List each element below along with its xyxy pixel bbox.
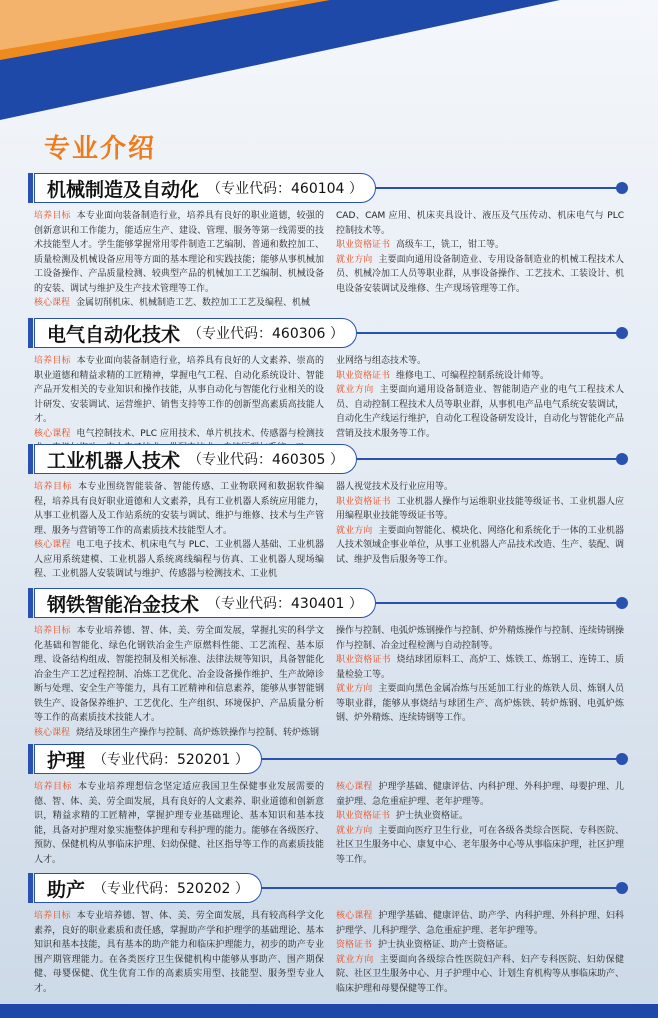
field-text: 工业机器人操作与运维职业技能等级证书、工业机器人应用编程职业技能等级证书等。 [336,496,624,521]
field-text: 电气控制技术、PLC 应用技术、单片机技术、传感器与检测技 [76,428,324,439]
major-header [34,744,624,774]
field-text: 主要面向通用设备制造业、智能制造产业的电气工程技术人员、自动控制工程技术人员等职业群，从事机电产品电气系统安装调试，自动化生产线运行维护，自动化工程设备研发设计，自动化与智能化产品营销及技术服务等工作。 [336,385,625,439]
major-code: （专业代码：460306 ） [188,326,344,342]
major-section [34,318,624,456]
header-accent-bar [28,588,33,618]
field-label: 核心课程 [34,727,71,738]
field-text: 操作与控制、电弧炉炼钢操作与控制、炉外精炼操作与控制、连续铸钢操作与控制、冶金过程检测与自动控制等。 [336,626,625,651]
field-text: 本专业围绕智能装备、智能传感、工业物联网和数据软件编程，培养具有良好职业道德和人文素养，具有工业机器人系统应用能力，从事工业机器人及工作站系统的安装与调试、维护与维修、技术与生产管理、服务与营销等工作的高素质技术技能型人才。 [34,482,324,536]
header-rule-dot [616,453,628,465]
major-title-box [34,444,357,474]
field-text: 本专业培养德、智、体、美、劳全面发展，具有较高科学文化素养，良好的职业素质和责任感，掌握助产学和护理学的基础理论、基本知识和基本技能，具有基本的助产能力和临床护理能力，初步的助产专业围产期管理能力。在各类医疗卫生保健机构中能够从事助产、围产期保健、母婴保健、优生优育工作的高素质实用型、技能型、服务型专业人才。 [34,911,324,994]
paragraph [336,624,624,653]
major-section [34,873,624,996]
major-body [34,909,624,996]
paragraph [336,253,624,297]
paragraph [336,953,624,997]
paragraph [336,480,624,495]
paragraph [336,495,624,524]
major-code: （专业代码：520201 ） [93,752,249,768]
paragraph [336,909,624,938]
field-label: 职业资格证书 [336,496,391,507]
field-text: 维修电工、可编程控制系统设计师等。 [396,370,550,381]
paragraph [336,780,624,809]
field-text: 业网络与组态技术等。 [336,356,427,366]
field-text: 主要面向通用设备制造业、专用设备制造业的机械工程技术人员、机械冷加工人员等职业群，从事设备操作、工艺技术、工装设计、机电设备安装调试及维修、生产现场管理等工作。 [336,254,625,294]
major-section [34,588,624,740]
field-label: 职业资格证书 [336,240,391,250]
field-label: 就业方向 [336,385,374,395]
field-text: 本专业面向装备制造行业，培养具有良好的职业道德，较强的创新意识和工作能力，能适应生产、建设、管理、服务等第一线需要的技术技能型人才。学生能够掌握常用零件制造工艺编制、普通和数控加工、质量检测及机械设备应用等方面的基本理论和实践技能；能够从事机械加工设备操作、产品质量检测、较典型产品的机械加工工艺编制、机械设备的安装、调试与维护及生产技术管理等工作。 [34,211,324,294]
major-name: 助产 [47,878,86,901]
field-label: 就业方向 [336,525,373,536]
header-accent-bar [28,173,33,203]
major-header [34,588,624,618]
field-text: 主要面向黑色金属冶炼与压延加工行业的炼铁人员、炼钢人员等职业群，能够从事烧结与球团生产、高炉炼铁、转炉炼钢、电弧炉炼钢、炉外精炼、连续铸钢等工作。 [336,684,624,723]
field-label: 核心课程 [336,911,373,921]
page-title: 专业介绍 [44,134,157,164]
field-label: 培养目标 [34,911,71,921]
major-title-box [34,873,262,903]
major-section [34,444,624,582]
field-text: 护理学基础、健康评估、内科护理、外科护理、母婴护理、儿童护理、急危重症护理、老年护理等。 [336,782,624,807]
left-column [34,780,324,867]
right-column [336,909,624,996]
left-column [34,209,324,311]
header-rule-dot [616,182,628,194]
major-title-box [34,318,357,348]
paragraph [336,354,624,369]
field-text: CAD、CAM 应用、机床夹具设计、液压及气压传动、机床电气与 PLC 控制技术等。 [336,211,624,236]
paragraph [34,538,324,582]
right-column [336,354,624,456]
paragraph [336,653,624,682]
major-code: （专业代码：460305 ） [188,452,344,468]
field-label: 培养目标 [34,356,71,366]
field-label: 职业资格证书 [336,370,391,381]
major-body [34,480,624,582]
paragraph [34,624,324,726]
header-accent-bar [28,744,33,774]
paragraph [34,780,324,867]
left-column [34,354,324,456]
field-label: 培养目标 [34,782,72,792]
header-accent-bar [28,318,33,348]
major-header [34,444,624,474]
field-text: 器人视觉技术及行业应用等。 [336,482,454,492]
major-body [34,354,624,456]
footer-bar [0,1004,658,1018]
field-label: 核心课程 [34,298,71,308]
field-label: 核心课程 [34,428,71,439]
field-text: 烧结及球团生产操作与控制、高炉炼铁操作与控制、转炉炼钢 [76,727,320,738]
field-text: 烧结球团原料工、高炉工、炼铁工、炼钢工、连铸工、质量检验工等。 [336,655,624,680]
left-column [34,624,324,740]
paragraph [34,480,324,538]
major-code: （专业代码：520202 ） [93,881,249,897]
field-text: 主要面向智能化、模块化、网络化和系统化于一体的工业机器人技术领域企事业单位，从事工业机器人产品技术改造、生产、装配、调试、维护及售后服务等工作。 [336,525,625,565]
major-body [34,780,624,867]
major-header [34,318,624,348]
field-text: 本专业面向装备制造行业，培养具有良好的人文素养、崇高的职业道德和精益求精的工匠精神，掌握电气工程、自动化系统设计、智能产品开发相关的专业知识和操作技能，从事自动化与智能化行业相关的设计研发、安装调试、运营维护、销售支持等工作的创新型高素质高技能人才。 [34,356,324,424]
paragraph [336,524,624,568]
left-column [34,909,324,996]
field-text: 护理学基础、健康评估、助产学、内科护理、外科护理、妇科护理学、儿科护理学、急危重症护理、老年护理等。 [336,911,624,936]
paragraph [34,726,324,741]
major-body [34,624,624,740]
major-header [34,873,624,903]
field-text: 本专业培养德、智、体、美、劳全面发展，掌握扎实的科学文化基础和智能化、绿色化钢铁冶金生产原燃料性能、工艺流程、基本原理、设备结构组成、智能控制及相关标准、法律法规等知识，具备智能化冶金生产工艺过程控制、冶炼工艺优化、冶金设备操作维护、生产故障诊断与处理、安全生产等能力，具有工匠精神和信息素养，能够从事智能钢铁生产、设备保养维护、工艺优化、生产组织、环境保护、产品质量分析等工作的高素质技术技能人才。 [34,626,324,723]
field-label: 培养目标 [34,482,72,492]
paragraph [336,238,624,253]
field-text: 主要面向医疗卫生行业，可在各级各类综合医院、专科医院、社区卫生服务中心、康复中心、老年服务中心等从事临床护理，社区护理等工作。 [336,825,625,865]
paragraph [336,938,624,953]
field-label: 资格证书 [336,940,373,950]
header-rule-dot [616,753,628,765]
major-code: （专业代码：430401 ） [207,596,363,612]
major-title-box [34,588,376,618]
right-column [336,780,624,867]
header-accent-bar [28,444,33,474]
major-code: （专业代码：460104 ） [207,181,363,197]
major-name: 工业机器人技术 [47,449,181,472]
major-name: 钢铁智能冶金技术 [47,593,200,616]
paragraph [336,809,624,824]
paragraph [34,354,324,427]
major-name: 机械制造及自动化 [47,178,200,201]
paragraph [336,209,624,238]
field-text: 金属切削机床、机械制造工艺、数控加工工艺及编程、机械 [76,298,311,308]
field-label: 核心课程 [34,540,71,550]
header-rule-dot [616,597,628,609]
field-label: 就业方向 [336,254,373,265]
right-column [336,480,624,582]
paragraph [34,909,324,996]
major-section [34,173,624,311]
field-label: 就业方向 [336,954,374,965]
paragraph [336,824,624,868]
header-rule-dot [616,327,628,339]
paragraph [336,369,624,384]
left-column [34,480,324,582]
paragraph [34,296,324,311]
field-label: 职业资格证书 [336,811,391,821]
field-label: 就业方向 [336,825,373,836]
major-title-box [34,173,376,203]
major-title-box [34,744,262,774]
field-label: 就业方向 [336,684,373,694]
paragraph [336,383,624,441]
field-label: 培养目标 [34,626,71,636]
right-column [336,624,624,740]
header-accent-bar [28,873,33,903]
field-text: 护士执业资格证、助产士资格证。 [378,940,514,950]
right-column [336,209,624,311]
major-section [34,744,624,867]
field-label: 职业资格证书 [336,655,391,665]
field-text: 护士执业资格证。 [396,811,469,821]
paragraph [34,209,324,296]
major-name: 护理 [47,749,86,772]
paragraph [336,682,624,726]
major-name: 电气自动化技术 [47,323,181,346]
field-text: 电工电子技术、机床电气与 PLC、工业机器人基础、工业机器人应用系统建模、工业机器人系统离线编程与仿真、工业机器人现场编程、工业机器人安装调试与维护、传感器与检测技术、工业机 [34,540,324,579]
header-rule-dot [616,882,628,894]
field-text: 主要面向各级综合性医院妇产科、妇产专科医院、妇幼保健院、社区卫生服务中心、月子护理中心、计划生育机构等从事临床助产、临床护理和母婴保健等工作。 [336,954,625,994]
major-body [34,209,624,311]
field-text: 本专业培养理想信念坚定适应我国卫生保健事业发展需要的德、智、体、美、劳全面发展，具有良好的人文素养、职业道德和创新意识，精益求精的工匠精神，掌握护理专业基础理论、基本知识和基本技能，具备对护理对象实施整体护理和专科护理的能力。能够在各级医疗、预防、保健机构从事临床护理、妇幼保健、社区指导等工作的高素质技能人才。 [34,782,324,865]
field-label: 核心课程 [336,782,373,792]
field-label: 培养目标 [34,211,71,221]
field-text: 高级车工，铣工，钳工等。 [396,240,505,250]
major-header [34,173,624,203]
